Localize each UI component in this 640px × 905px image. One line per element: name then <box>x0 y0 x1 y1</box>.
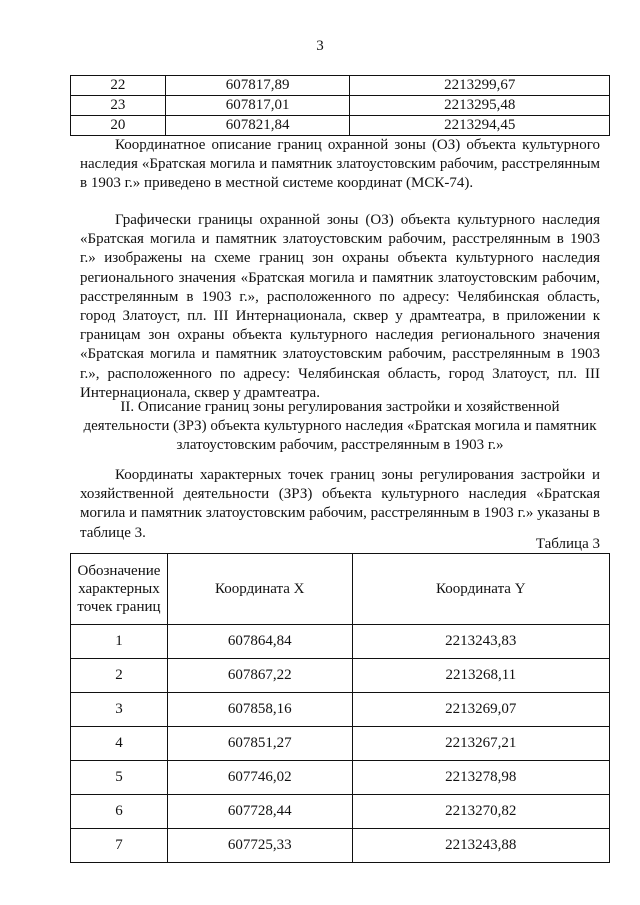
coordinate-y: 2213270,82 <box>352 795 609 829</box>
table-row <box>71 116 610 136</box>
coordinates-table-3 <box>70 553 610 863</box>
point-number: 2 <box>71 659 168 693</box>
coordinate-y: 2213294,45 <box>350 116 610 136</box>
page-number: 3 <box>316 38 324 54</box>
coordinate-x: 607864,84 <box>167 625 352 659</box>
coordinate-y: 2213278,98 <box>352 761 609 795</box>
table-row <box>71 76 610 96</box>
coordinate-x: 607858,16 <box>167 693 352 727</box>
point-number: 3 <box>71 693 168 727</box>
header-coordinate-y: Координата Y <box>352 554 609 625</box>
paragraph-text: Координаты характерных точек границ зоны регулирования застройки и хозяйственной деятельности (ЗРЗ) объекта культурного наследия «Братская могила и памятник златоустовским рабочим, расстрелянным в 1903 г.» указаны в таблице 3. <box>80 467 600 541</box>
point-number: 23 <box>71 96 166 116</box>
point-number: 20 <box>71 116 166 136</box>
paragraph-text: Координатное описание границ охранной зоны (ОЗ) объекта культурного наследия «Братская могила и памятник златоустовским рабочим, расстрелянным в 1903 г.» приведено в местной системе координат (МСК-74). <box>80 137 600 192</box>
point-number: 4 <box>71 727 168 761</box>
paragraph-graphic-boundaries <box>80 211 600 403</box>
coordinate-x: 607728,44 <box>167 795 352 829</box>
coordinate-x: 607821,84 <box>165 116 350 136</box>
coordinate-y: 2213243,83 <box>352 625 609 659</box>
table-row <box>71 727 610 761</box>
table-row <box>71 761 610 795</box>
coordinate-x: 607817,89 <box>165 76 350 96</box>
coordinate-x: 607746,02 <box>167 761 352 795</box>
paragraph-zrz-coordinates <box>80 466 600 543</box>
paragraph-text: Графически границы охранной зоны (ОЗ) объекта культурного наследия «Братская могила и памятник златоустовским рабочим, расстрелянным в 1903 г.» изображены на схеме границ зон охраны объекта культурного наследия регионального значения «Братская могила и памятник златоустовским рабочим, расстрелянным в 1903 г.», расположенного по адресу: Челябинская область, город Златоуст, пл. III Интернационала, сквер у драмтеатра, в приложении к границам зон охраны объекта культурного наследия регионального значения «Братская могила и памятник златоустовским рабочим, расстрелянным в 1903 г.», расположенного по адресу: Челябинская область, город Златоуст, пл. III Интернационала, сквер у драмтеатра. <box>80 212 600 401</box>
coordinate-y: 2213268,11 <box>352 659 609 693</box>
table-row <box>71 659 610 693</box>
point-number: 5 <box>71 761 168 795</box>
section-heading: II. Описание границ зоны регулирования застройки и хозяйственной деятельности (ЗРЗ) объекта культурного наследия «Братская могила и памятник златоустовским рабочим, расстрелянным в 1903 г.» <box>83 399 597 453</box>
coordinate-x: 607851,27 <box>167 727 352 761</box>
header-point-designation: Обозначение характерных точек границ <box>71 554 168 625</box>
table-row <box>71 795 610 829</box>
coordinate-y: 2213295,48 <box>350 96 610 116</box>
table-row <box>71 693 610 727</box>
table-header-row <box>71 554 610 625</box>
header-coordinate-x: Координата X <box>167 554 352 625</box>
coordinate-y: 2213269,07 <box>352 693 609 727</box>
coordinate-y: 2213243,88 <box>352 829 609 863</box>
coordinate-x: 607817,01 <box>165 96 350 116</box>
point-number: 1 <box>71 625 168 659</box>
paragraph-coordinate-description <box>80 136 600 194</box>
coordinates-table-continued <box>70 75 610 136</box>
point-number: 22 <box>71 76 166 96</box>
table-caption: Таблица 3 <box>535 536 600 552</box>
coordinate-y: 2213267,21 <box>352 727 609 761</box>
point-number: 6 <box>71 795 168 829</box>
coordinate-y: 2213299,67 <box>350 76 610 96</box>
table-row <box>71 625 610 659</box>
table-row <box>71 829 610 863</box>
coordinate-x: 607867,22 <box>167 659 352 693</box>
point-number: 7 <box>71 829 168 863</box>
coordinate-x: 607725,33 <box>167 829 352 863</box>
table-row <box>71 96 610 116</box>
